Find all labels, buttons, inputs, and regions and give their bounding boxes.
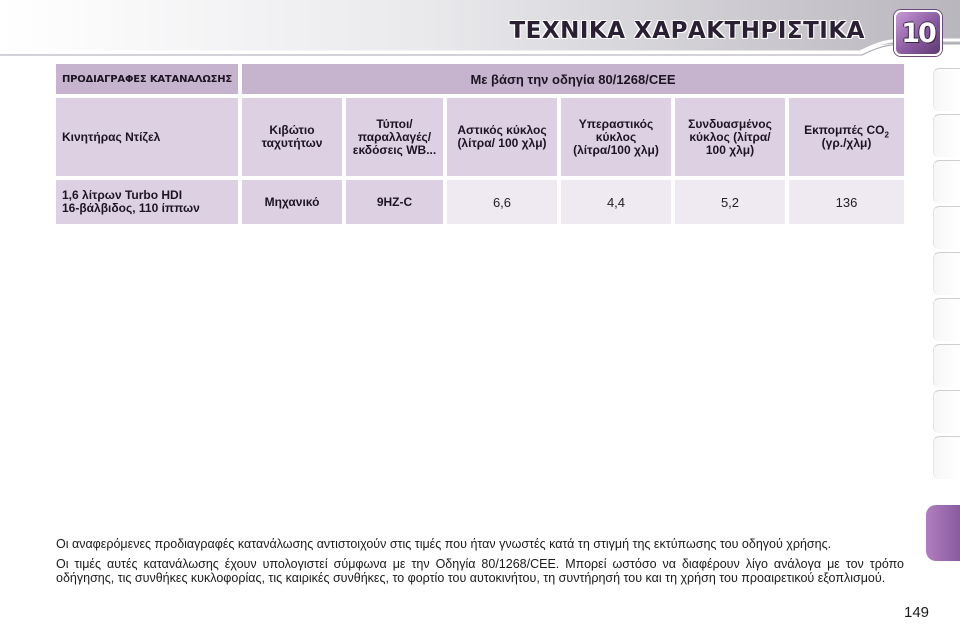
header-extra-urban-cycle: Υπεραστικός κύκλος (λίτρα/100 χλμ) xyxy=(561,98,671,176)
row-engine xyxy=(56,180,238,224)
header-urban-cycle: Αστικός κύκλος (λίτρα/ 100 χλμ) xyxy=(447,98,557,176)
page-number: 149 xyxy=(904,604,930,621)
chapter-tab-strip xyxy=(926,60,960,620)
chapter-tab[interactable] xyxy=(933,252,960,295)
co2-label: Εκπομπές $CO_2$ (γρ./χλμ) xyxy=(804,123,889,150)
note-paragraph-2: Οι τιμές αυτές κατανάλωσης έχουν υπολογιστεί σύμφωνα με την Οδηγία 80/1268/CEE. Μπορεί ωστόσο να διαφέρουν λίγο ανάλογα με τον τρόπο οδήγησης, τις συνθήκες κυκλοφορίας, τις καιρικές συνθήκες, το φορτίο του αυτοκινήτου, τη συντήρησή του και τη χρήση του προαιρετικού εξοπλισμού. xyxy=(56,557,904,585)
basis-label: Με βάση την οδηγία 80/1268/CEE xyxy=(242,64,904,94)
header-engine: Κινητήρας Ντίζελ xyxy=(56,98,238,176)
chapter-tab[interactable] xyxy=(933,68,960,111)
chapter-number: 10 xyxy=(901,17,935,49)
row-type: 9HZ-C xyxy=(346,180,443,224)
row-extra-urban-value: 4,4 xyxy=(561,180,671,224)
row-combined-value: 5,2 xyxy=(675,180,785,224)
chapter-tab[interactable] xyxy=(933,114,960,157)
chapter-tab-active[interactable] xyxy=(926,505,960,561)
row-urban-value: 6,6 xyxy=(447,180,557,224)
chapter-tab[interactable] xyxy=(933,344,960,387)
notes xyxy=(56,537,904,591)
row-gearbox: Μηχανικό xyxy=(242,180,342,224)
header-types: Τύποι/ παραλλαγές/ εκδόσεις WB... xyxy=(346,98,443,176)
row-co2-value: 136 xyxy=(789,180,904,224)
chapter-tab[interactable] xyxy=(933,436,960,479)
header-gearbox: Κιβώτιο ταχυτήτων xyxy=(242,98,342,176)
chapter-tab[interactable] xyxy=(933,298,960,341)
chapter-title: ΤΕΧΝΙΚΑ ΧΑΡΑΚΤΗΡΙΣΤΙΚΑ xyxy=(509,18,865,44)
chapter-tab[interactable] xyxy=(933,160,960,203)
chapter-tab[interactable] xyxy=(933,206,960,249)
section-label: ΠΡΟΔΙΑΓΡΑΦΕΣ ΚΑΤΑΝΑΛΩΣΗΣ xyxy=(56,64,238,94)
chapter-badge xyxy=(894,10,942,56)
engine-line-1: 1,6 λίτρων Turbo HDI xyxy=(62,188,183,202)
note-paragraph-1: Οι αναφερόμενες προδιαγραφές κατανάλωσης αντιστοιχούν στις τιμές που ήταν γνωστές κατά τη στιγμή της εκτύπωσης του οδηγού χρήσης. xyxy=(56,537,832,551)
header-combined-cycle: Συνδυασμένος κύκλος (λίτρα/ 100 χλμ) xyxy=(675,98,785,176)
chapter-tab[interactable] xyxy=(933,390,960,433)
header-co2-emissions xyxy=(789,98,904,176)
consumption-table xyxy=(56,64,904,224)
engine-line-2: 16-βάλβιδος, 110 ίππων xyxy=(62,201,200,215)
